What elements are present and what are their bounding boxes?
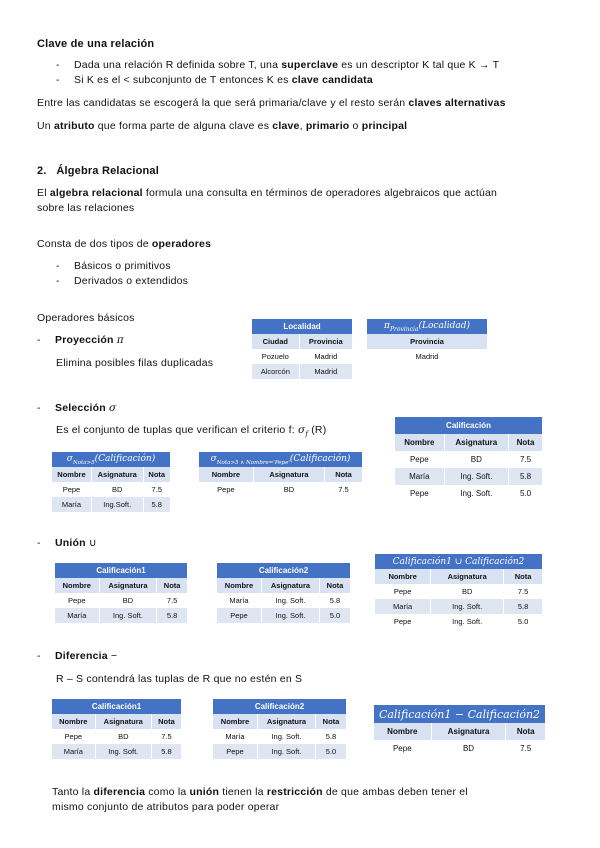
- paragraph-final-1: Tanto la diferencia como la unión tienen la restricción de que ambas deben tener el: [52, 786, 468, 798]
- paragraph-tipos: Consta de dos tipos de operadores: [37, 238, 212, 250]
- table-seleccion-nota-nombre: $\sigma_{Nota>5 \wedge Nombre='Pepe'}(Calificación)$ Nombre Asignatura Nota Pepe BD 7.5: [199, 452, 363, 497]
- paragraph-claves-alternativas: Entre las candidatas se escogerá la que será primaria/clave y el resto serán claves alternativas: [37, 97, 506, 109]
- label-operadores-basicos: Operadores básicos: [37, 312, 135, 324]
- bullet-basicos: - Básicos o primitivos: [56, 260, 171, 272]
- table-union-result: Calificación1 ∪ Calificación2 Nombre Asignatura Nota Pepe BD 7.5 María Ing. Soft. 5.8 Pepe Ing. Soft. 5.0: [375, 554, 543, 629]
- table-localidad: Localidad Ciudad Provincia Pozuelo Madrid Alcorcón Madrid: [252, 319, 353, 379]
- paragraph-algebra-1: El algebra relacional formula una consulta en términos de operadores algebraicos que actúan: [37, 187, 498, 199]
- heading-union: - Unión ∪: [37, 537, 97, 549]
- section-title-algebra: 2. Álgebra Relacional: [37, 165, 159, 177]
- table-seleccion-nota: $\sigma_{Nota>5}(Calificación)$ Nombre Asignatura Nota Pepe BD 7.5 María Ing.Soft. 5.8: [52, 452, 171, 512]
- section-title-clave: Clave de una relación: [37, 38, 155, 50]
- table-diferencia-calificacion1: Calificación1 Nombre Asignatura Nota Pepe BD 7.5 María Ing. Soft. 5.8: [52, 699, 182, 759]
- desc-diferencia: R – S contendrá las tuplas de R que no estén en S: [56, 673, 303, 685]
- heading-seleccion: - Selección σ: [37, 402, 117, 414]
- desc-proyeccion: Elimina posibles filas duplicadas: [56, 357, 214, 369]
- paragraph-atributo: Un atributo que forma parte de alguna clave es clave, primario o principal: [37, 120, 408, 132]
- table-proyeccion-provincia: $\pi_{Provincia}(Localidad)$ Provincia Madrid: [367, 319, 488, 364]
- bullet-clave-candidata: - Si K es el < subconjunto de T entonces K es clave candidata: [56, 74, 373, 86]
- paragraph-algebra-2: sobre las relaciones: [37, 202, 135, 214]
- table-union-calificacion2: Calificación2 Nombre Asignatura Nota María Ing. Soft. 5.8 Pepe Ing. Soft. 5.0: [217, 563, 351, 623]
- table-union-calificacion1: Calificación1 Nombre Asignatura Nota Pepe BD 7.5 María Ing. Soft. 5.8: [55, 563, 188, 623]
- table-diferencia-result: Calificación1 − Calificación2 Nombre Asignatura Nota Pepe BD 7.5: [374, 705, 546, 757]
- table-calificacion: Calificación Nombre Asignatura Nota Pepe BD 7.5 María Ing. Soft. 5.8 Pepe Ing. Soft. 5.0: [395, 417, 543, 502]
- paragraph-final-2: mismo conjunto de atributos para poder operar: [52, 801, 280, 813]
- bullet-derivados: - Derivados o extendidos: [56, 275, 189, 287]
- heading-proyeccion: - Proyección π: [37, 334, 124, 346]
- table-diferencia-calificacion2: Calificación2 Nombre Asignatura Nota María Ing. Soft. 5.8 Pepe Ing. Soft. 5.0: [213, 699, 347, 759]
- desc-seleccion: Es el conjunto de tuplas que verifican el criterio f: $\sigma_f$ (R): [56, 424, 327, 439]
- heading-diferencia: - Diferencia −: [37, 650, 118, 662]
- bullet-superclave: - Dada una relación R definida sobre T, una superclave es un descriptor K tal que K → T: [56, 59, 500, 71]
